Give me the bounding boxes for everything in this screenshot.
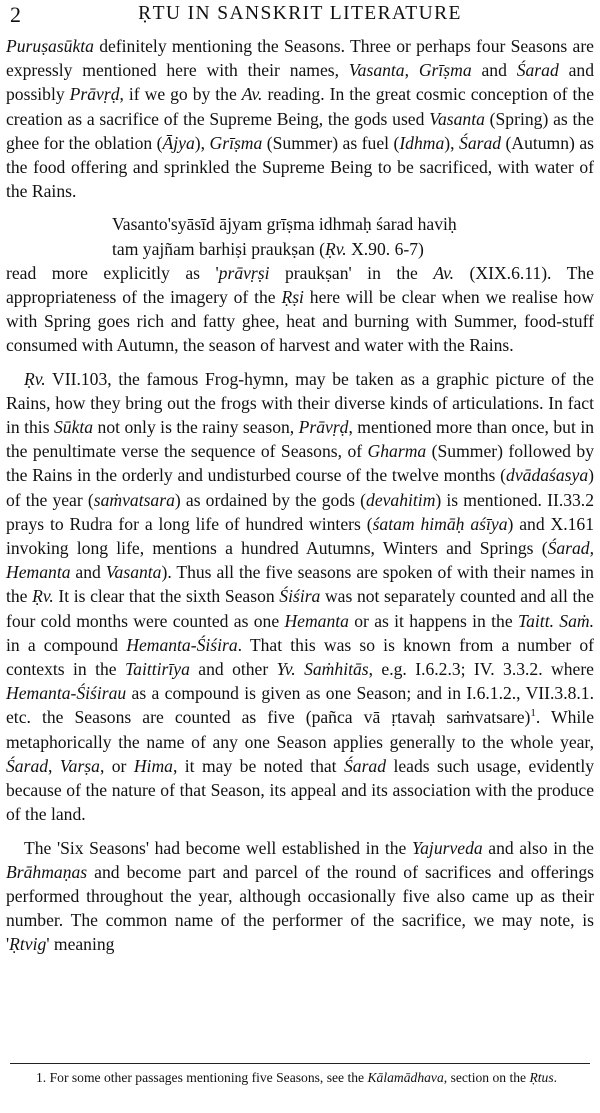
text: and <box>471 60 517 81</box>
term: devahitim <box>366 489 436 510</box>
text: . While metaphorically the name of any one Season applies generally to the whole year, <box>6 707 595 752</box>
text: here will be clear when we realise how with Spring goes rich and fatty ghee, heat and burning with Summer, food-stuff consumed with Autumn, the season of harvest and water with the Rains. <box>6 287 594 356</box>
text: ), <box>194 132 210 153</box>
paragraph-3 <box>6 367 594 827</box>
text: reading. In the great cosmic conception of the creation as a sacrifice of the Supreme Being, the gods used <box>6 84 595 129</box>
term: Grīṣma <box>418 60 472 81</box>
term: Śarad <box>343 755 387 776</box>
term: Śarad <box>516 60 559 81</box>
term: Ṛv. <box>24 368 46 389</box>
text: , or <box>99 755 134 776</box>
verse-line-2 <box>112 237 594 261</box>
term: Śarad <box>459 132 502 153</box>
text: definitely mentioning the Seasons. Three or perhaps four Seasons are expressly mentioned here with their names, <box>6 36 594 81</box>
term: Taitt. Saṁ. <box>517 610 594 631</box>
term: Sūkta <box>54 417 94 438</box>
term: Vasanta <box>429 108 485 129</box>
term: Brāhmaṇas <box>6 861 88 882</box>
footnote <box>8 1069 592 1087</box>
footnote-ref: 1 <box>530 707 536 720</box>
text: was not separately counted and all the four cold months were counted as one <box>6 586 594 631</box>
text: leads such usage, evidently because of the nature of that Season, its appeal and its association with the produce of the land. <box>6 755 595 825</box>
text: ) as ordained by the gods ( <box>174 489 367 510</box>
text: , mentioned more than once, but in the penultimate verse the sequence of Seasons, of <box>6 417 594 462</box>
term: Taittirīya <box>125 659 190 680</box>
text: , <box>404 60 419 81</box>
paragraph-4 <box>6 836 594 957</box>
term: dvādaśasya <box>506 465 589 486</box>
term: Vasanta <box>105 562 162 583</box>
term: Idhma <box>399 132 445 153</box>
text: X.90. 6-7) <box>346 238 424 259</box>
text: ). Thus all the five seasons are spoken of with their names in the <box>6 562 594 607</box>
text: , section on the <box>443 1070 530 1085</box>
term: Prāvṛḍ <box>298 417 349 438</box>
term: Yajurveda <box>411 837 483 858</box>
page-header <box>6 0 594 34</box>
text: and <box>70 562 106 583</box>
text: not only is the rainy season, <box>93 417 299 438</box>
text: The 'Six Seasons' had become well established in the <box>24 837 412 858</box>
paragraph-2 <box>6 261 594 358</box>
text: ) of the year ( <box>6 465 594 510</box>
term: Av. <box>241 84 263 105</box>
term: Ṛtus <box>529 1070 554 1085</box>
page-number: 2 <box>10 2 21 27</box>
text: or as it happens in the <box>348 610 518 631</box>
text: ' meaning <box>46 934 115 955</box>
term: Puruṣasūkta <box>6 36 94 56</box>
term: Hemanta-Śiśirau <box>6 683 127 704</box>
text: and also in the <box>482 837 594 858</box>
text: ) and X.161 invoking long life, mentions a hundred Autumns, Winters and Springs ( <box>6 513 595 559</box>
footnote-text <box>8 1069 592 1087</box>
term: Hemanta-Śiśira <box>126 634 238 655</box>
text: , <box>48 755 60 776</box>
text: . <box>553 1070 558 1085</box>
term: Ājya <box>162 132 195 153</box>
text: tam yajñam barhiṣi praukṣan ( <box>112 238 326 259</box>
text: read more explicitly as ' <box>6 262 219 283</box>
text: VII.103, the famous Frog-hymn, may be taken as a graphic picture of the Rains, how they bring out the frogs with their diverse kinds of articulations. In fact in this <box>6 368 594 438</box>
term: Prāvṛḍ <box>69 84 120 105</box>
text: and other <box>189 659 277 680</box>
term: Śiśira <box>279 586 321 607</box>
term: Varṣa <box>59 755 100 776</box>
verse-quote <box>112 212 594 260</box>
term: Ṛṣi <box>281 287 304 308</box>
text: in a compound <box>6 634 127 655</box>
text: ), <box>444 132 460 153</box>
text: , e.g. I.6.2.3; IV. 3.3.2. where <box>368 659 594 680</box>
text: . That this was so is known from a number of contexts in the <box>6 634 594 680</box>
term: Ṛv. <box>32 586 54 607</box>
term: Grīṣma <box>209 132 263 153</box>
paragraph-1 <box>6 34 594 203</box>
term: Hemanta <box>284 610 349 631</box>
text: and become part and parcel of the round of sacrifices and offerings performed throughout the year, although occasionally five also came up as their number. The common name of the performer of the sacrifice, we may note, is ' <box>6 861 594 955</box>
term: Yv. Saṁhitās <box>276 659 369 680</box>
term: Ṛv. <box>325 238 347 259</box>
text: as a compound is given as one Season; and in I.6.1.2., VII.3.8.1. etc. the Seasons are counted as five (pañca vā ṛtavaḥ saṁvatsare) <box>6 683 594 728</box>
text: (XIX.6.11). The appropriateness of the imagery of the <box>6 262 594 308</box>
text: praukṣan' in the <box>269 262 434 283</box>
term: Ṛtvig <box>9 934 47 955</box>
text: and possibly <box>6 60 594 105</box>
term: saṁvatsara <box>93 489 175 510</box>
text: , if we go by the <box>119 84 242 105</box>
text: (Spring) as the ghee for the oblation ( <box>6 108 594 153</box>
body-text <box>6 34 594 957</box>
term: Śarad <box>6 755 49 776</box>
term: Vasanta <box>348 60 405 81</box>
text: (Summer) as fuel ( <box>262 132 400 153</box>
term: Śarad, Hemanta <box>6 538 594 583</box>
text: ) is mentioned. II.33.2 prays to Rudra for a long life of hundred winters ( <box>6 489 595 534</box>
term: Av. <box>433 262 455 283</box>
verse-line-1: Vasanto'syāsīd ājyam grīṣma idhmaḥ śarad haviḥ <box>112 214 457 235</box>
term: prāvṛṣi <box>218 262 270 283</box>
text: (Summer) followed by the Rains in the orderly and undisturbed course of the twelve months ( <box>6 441 594 486</box>
text: It is clear that the sixth Season <box>53 586 280 607</box>
text: 1. For some other passages mentioning five Seasons, see the <box>36 1070 368 1085</box>
term: Kālamādhava <box>367 1070 444 1085</box>
text: (Autumn) as the food offering and sprinkled the Supreme Being to be sacrificed, with water of the Rains. <box>6 132 595 202</box>
term: Gharma <box>367 441 427 462</box>
term: Hima <box>133 755 173 776</box>
running-title: ṚTU IN SANSKRIT LITERATURE <box>138 3 462 24</box>
text: , it may be noted that <box>172 755 344 776</box>
term: śatam himāḥ aśīya <box>372 513 508 534</box>
footnote-divider <box>10 1063 590 1064</box>
